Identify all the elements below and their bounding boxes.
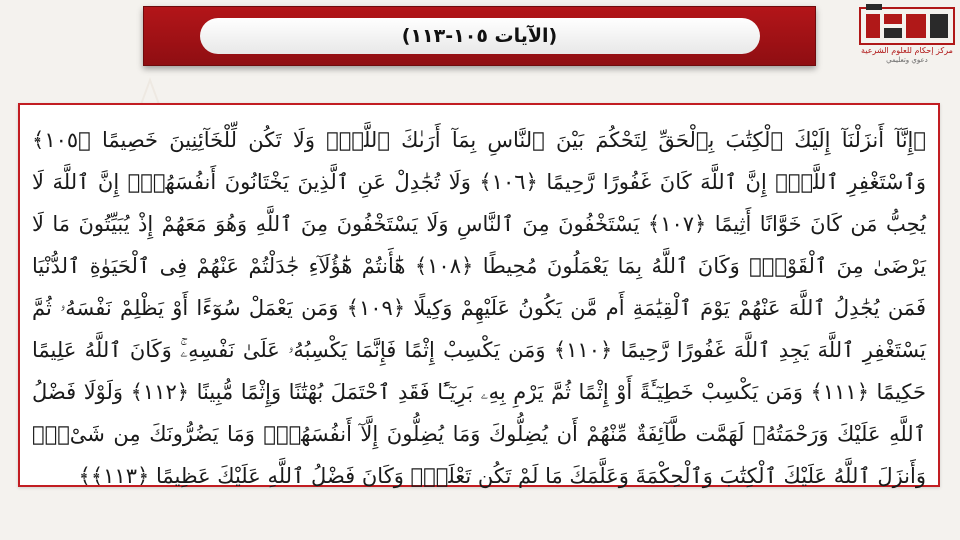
logo-tagline: دعوي وتعليمي [886,56,928,64]
verses-panel [18,103,940,487]
logo-subtitle: مركز إحكام للعلوم الشرعية [861,46,953,55]
title-pill [200,18,760,54]
brand-logo [858,4,956,68]
logo-mark-icon [858,4,956,48]
title-banner [143,6,816,66]
page-title: (الآيات ١٠٥-١١٣) [401,25,558,47]
quran-verses-text: ﴿إِنَّآ أَنزَلْنَآ إِلَيْكَ ٱلْكِتَٰبَ بِٱلْحَقِّ لِتَحْكُمَ بَيْنَ ٱلنَّاسِ بِمَآ أَرَىٰكَ ٱللَّهُۚ وَلَا تَكُن لِّلْخَآئِنِينَ خَصِيمًا ﴿١٠٥﴾ وَٱسْتَغْفِرِ ٱللَّهَۖ إِنَّ ٱللَّهَ كَانَ غَفُورًا رَّحِيمًا ﴿١٠٦﴾ وَلَا تُجَٰدِلْ عَنِ ٱلَّذِينَ يَخْتَانُونَ أَنفُسَهُمْۚ إِنَّ ٱللَّهَ لَا يُحِبُّ مَن كَانَ خَوَّانًا أَثِيمًا ﴿١٠٧﴾ يَسْتَخْفُونَ مِنَ ٱلنَّاسِ وَلَا يَسْتَخْفُونَ مِنَ ٱللَّهِ وَهُوَ مَعَهُمْ إِذْ يُبَيِّتُونَ مَا لَا يَرْضَىٰ مِنَ ٱلْقَوْلِۚ وَكَانَ ٱللَّهُ بِمَا يَعْمَلُونَ مُحِيطًا ﴿١٠٨﴾ هَٰٓأَنتُمْ هَٰٓؤُلَآءِ جَٰدَلْتُمْ عَنْهُمْ فِى ٱلْحَيَوٰةِ ٱلدُّنْيَا فَمَن يُجَٰدِلُ ٱللَّهَ عَنْهُمْ يَوْمَ ٱلْقِيَٰمَةِ أَم مَّن يَكُونُ عَلَيْهِمْ وَكِيلًا ﴿١٠٩﴾ وَمَن يَعْمَلْ سُوٓءًا أَوْ يَظْلِمْ نَفْسَهُۥ ثُمَّ يَسْتَغْفِرِ ٱللَّهَ يَجِدِ ٱللَّهَ غَفُورًا رَّحِيمًا ﴿١١٠﴾ وَمَن يَكْسِبْ إِثْمًا فَإِنَّمَا يَكْسِبُهُۥ عَلَىٰ نَفْسِهِۦۚ وَكَانَ ٱللَّهُ عَلِيمًا حَكِيمًا ﴿١١١﴾ وَمَن يَكْسِبْ خَطِيٓـَٔةً أَوْ إِثْمًا ثُمَّ يَرْمِ بِهِۦ بَرِيٓـًٔا فَقَدِ ٱحْتَمَلَ بُهْتَٰنًا وَإِثْمًا مُّبِينًا ﴿١١٢﴾ وَلَوْلَا فَضْلُ ٱللَّهِ عَلَيْكَ وَرَحْمَتُهُۥ لَهَمَّت طَّآئِفَةٌ مِّنْهُمْ أَن يُضِلُّوكَ وَمَا يُضِلُّونَ إِلَّآ أَنفُسَهُمْۖ وَمَا يَضُرُّونَكَ مِن شَىْءٍۚ وَأَنزَلَ ٱللَّهُ عَلَيْكَ ٱلْكِتَٰبَ وَٱلْحِكْمَةَ وَعَلَّمَكَ مَا لَمْ تَكُن تَعْلَمُۚ وَكَانَ فَضْلُ ٱللَّهِ عَلَيْكَ عَظِيمًا ﴿١١٣﴾﴾ [32,128,927,488]
